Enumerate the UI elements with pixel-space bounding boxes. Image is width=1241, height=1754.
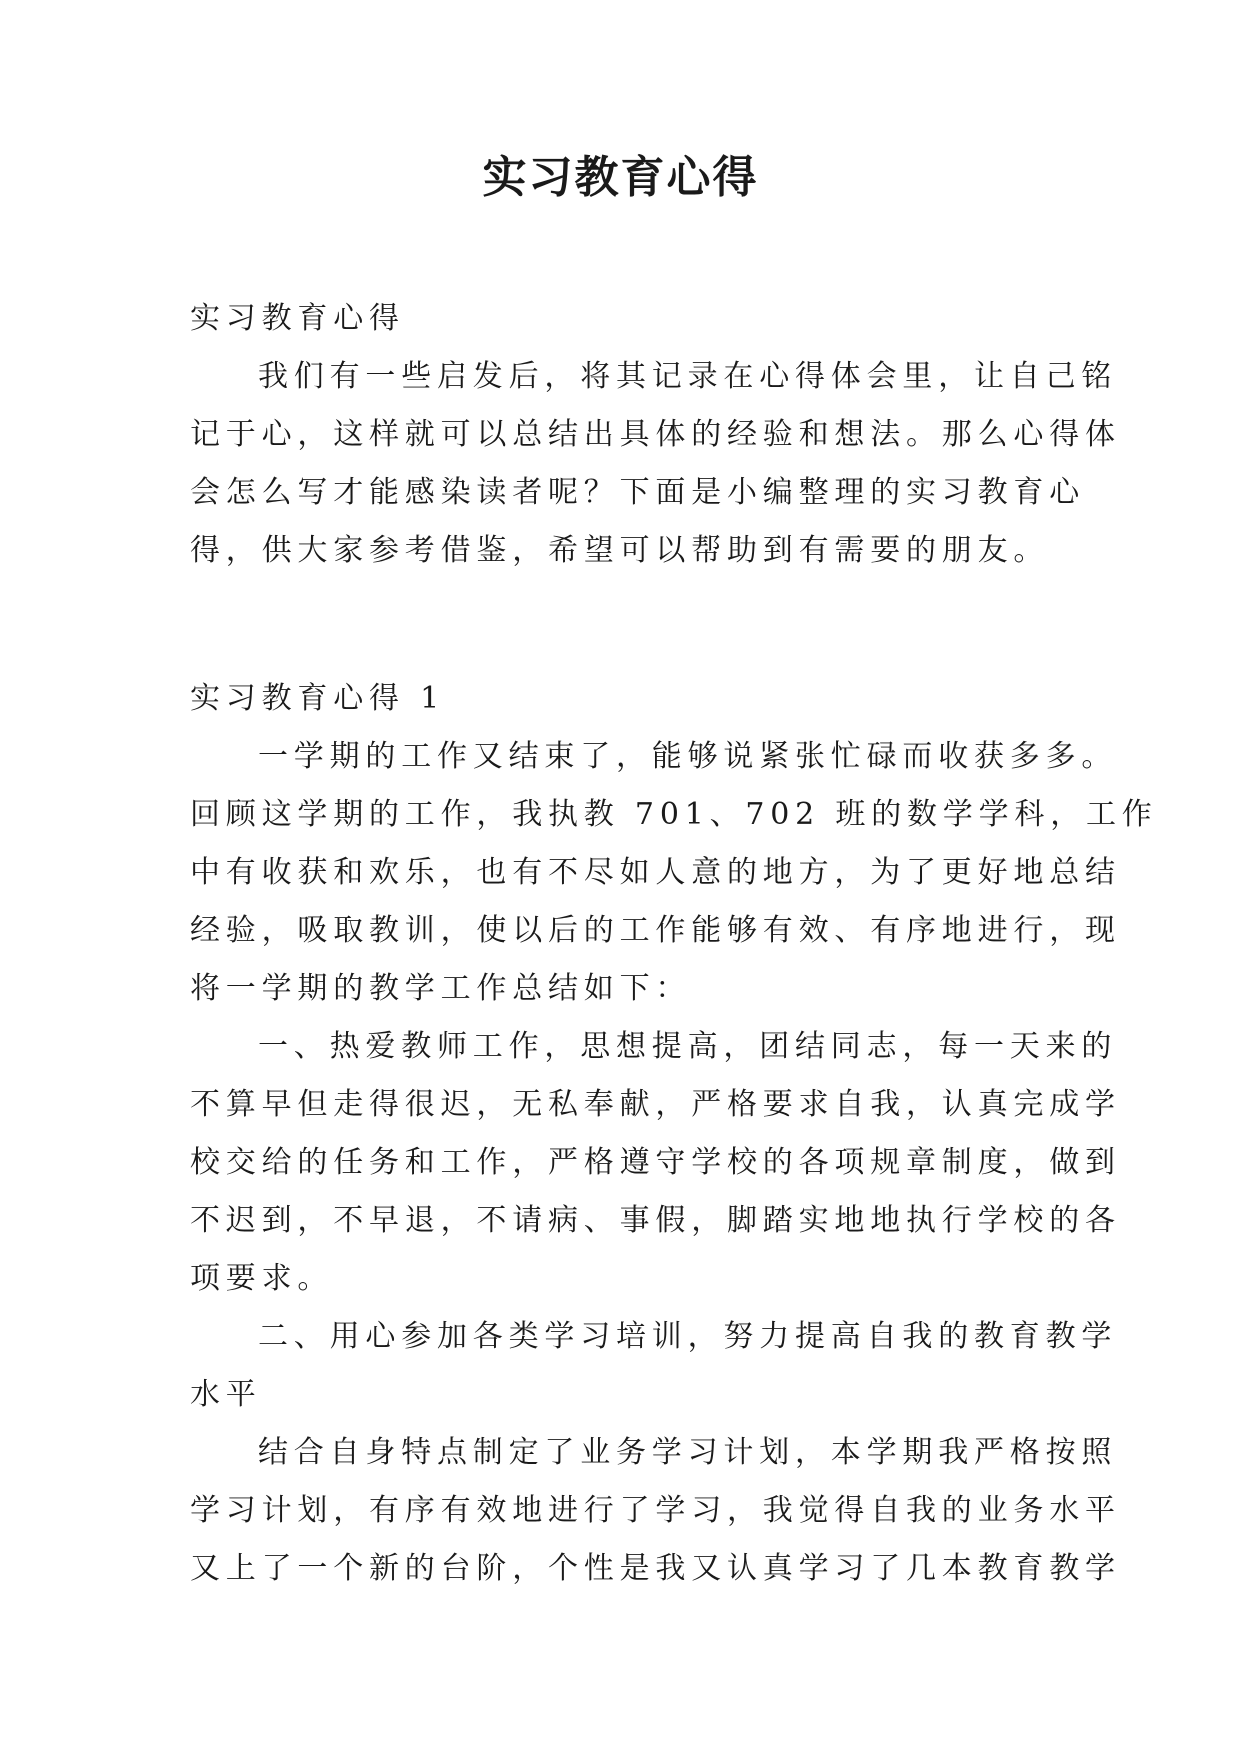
paragraph-gap [190,596,1060,654]
text-line: 水平 [190,1377,262,1412]
text-line: 实习教育心得 [190,301,405,336]
text-line: 校交给的任务和工作，严格遵守学校的各项规章制度，做到 [190,1145,1121,1180]
text-line: 实习教育心得 1 [190,681,446,716]
text-line: 得，供大家参考借鉴，希望可以帮助到有需要的朋友。 [190,533,1050,568]
text-line: 会怎么写才能感染读者呢？下面是小编整理的实习教育心 [190,475,1085,510]
document-title: 实习教育心得 [482,152,759,203]
text-line: 结合自身特点制定了业务学习计划，本学期我严格按照 [258,1435,1118,1470]
text-line: 不算早但走得很迟，无私奉献，严格要求自我，认真完成学 [190,1087,1121,1122]
text-line: 一、热爱教师工作，思想提高，团结同志，每一天来的 [258,1029,1118,1064]
text-line: 回顾这学期的工作，我执教 701、702 班的数学学科，工作 [190,797,1158,832]
text-line: 不迟到，不早退，不请病、事假，脚踏实地地执行学校的各 [190,1203,1121,1238]
text-line: 经验，吸取教训，使以后的工作能够有效、有序地进行，现 [190,913,1121,948]
text-line: 项要求。 [190,1261,334,1296]
text-line: 中有收获和欢乐，也有不尽如人意的地方，为了更好地总结 [190,855,1121,890]
text-line: 一学期的工作又结束了，能够说紧张忙碌而收获多多。 [258,739,1118,774]
text-line: 二、用心参加各类学习培训，努力提高自我的教育教学 [258,1319,1118,1354]
text-line: 学习计划，有序有效地进行了学习，我觉得自我的业务水平 [190,1493,1121,1528]
text-line: 我们有一些启发后，将其记录在心得体会里，让自己铭 [258,359,1118,394]
document-body [190,290,1158,1598]
text-line: 将一学期的教学工作总结如下： [190,971,692,1006]
text-line: 记于心，这样就可以总结出具体的经验和想法。那么心得体 [190,417,1121,452]
text-line: 又上了一个新的台阶，个性是我又认真学习了几本教育教学 [190,1551,1121,1586]
